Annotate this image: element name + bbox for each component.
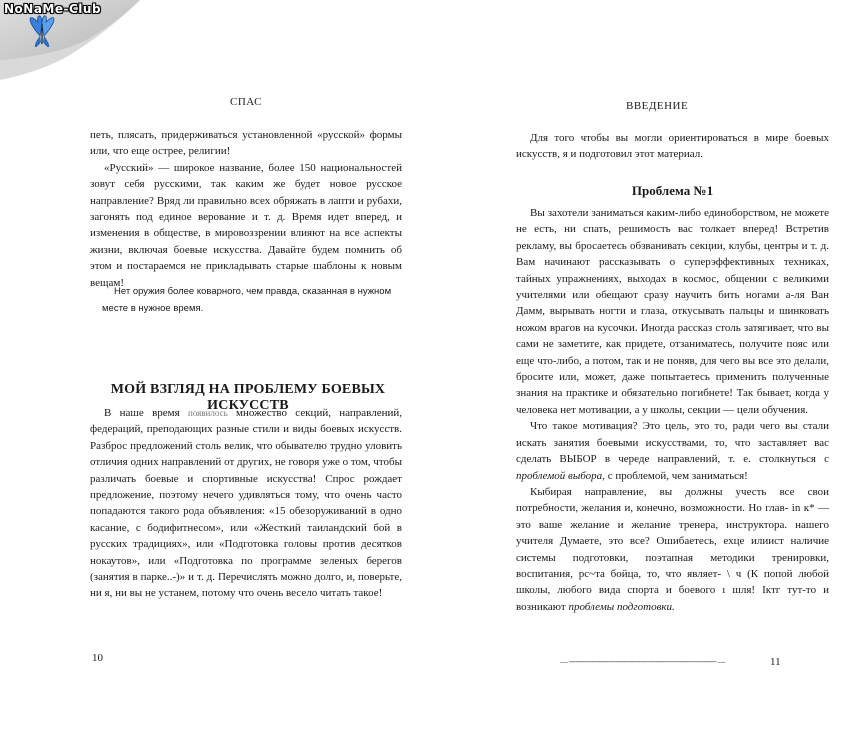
- italic-run: проблемы подготовки.: [568, 600, 675, 613]
- text-run: Кыбирая направление, вы должны учесть все свои потребности, желания и, конечно, возможности. Но глав- in к* — это ваше желание и желание тренера, инструктора. нашего учителя Думаете, это все? Ошибаетесь, ехце илиист наличие системы подготовки, поэтапная методики тренировки, воспитания, рс~та бойца, то, что являет- \ ч (К попой любой школы, любого вида спорта и боевого ı шля! Iктг тут-то и возникают: [516, 485, 829, 613]
- paragraph: [90, 405, 402, 602]
- paragraph: [516, 484, 829, 615]
- running-head-right: ВВЕДЕНИЕ: [626, 100, 689, 112]
- watermark-text: NoNaMe-Club: [4, 2, 102, 16]
- quote-line: месте в нужное время.: [102, 303, 204, 314]
- running-head-left: СПАС: [230, 96, 263, 108]
- paragraph: «Русский» — широкое название, более 150 национальностей зовут себя русскими, так каким же будет новое русское направление? Вряд ли правильно всех обряжать в лапти и рубахи, загонять под единое верование и т. д. Время идет вперед, и изменения в обществе, в мировоззрении влияют на все аспекты жизни, включая боевые искусства. Давайте будем помнить об этом и постараемся не прикладывать старые шаблоны к новым вещам!: [90, 161, 402, 289]
- page-number-right: 11: [770, 656, 781, 668]
- text-run: с проблемой, чем заниматься!: [604, 469, 748, 482]
- text-run: Что такое мотивация? Это цель, это то, ради чего вы стали искать занятия боевыми искусствами, то, что заставляет вас сделать ВЫБОР в череде направлений, т. е. столкнуться с: [516, 420, 829, 466]
- page-number-left: 10: [92, 652, 103, 664]
- right-main-text: [516, 205, 829, 615]
- text-run: множество секций, направлений, федераций, преподающих разные стили и виды боевых искусств. Разброс предложений столь велик, что обывателю трудно уловить отличия одних направлений от других, не говоря уже о том, чтобы различать боевые и спортивные искусства! Спрос рождает предложение, поэтому нечего удивляться тому, что очень часто попадаются такого рода объявления: «15 обезоруживаний в одно касание, с бодифитнесом», или «Жесткий таиландский бой в русских традициях», или «Подготовка головы против десятков нокаутов», или «Подготовка по программе зеленых берегов (занятия в парке..-)» и т. д. Перечислять можно долго, и, поверьте, ни я, ни вы не устанем, потому что очень весело читать такое!: [90, 407, 403, 600]
- epigraph-quote: [102, 283, 392, 317]
- gray-word: появилось: [188, 408, 228, 418]
- text-run: В наше время: [104, 407, 189, 419]
- italic-run: проблемой выбора,: [516, 469, 605, 482]
- paragraph: Для того чтобы вы могли ориентироваться в мире боевых искусств, я и подготовил этот материал.: [516, 132, 829, 161]
- left-bottom-text: [90, 405, 402, 602]
- problem-title: Проблема №1: [631, 183, 714, 198]
- paragraph: петь, плясать, придерживаться установленной «русской» формы или, что еще острее, религии!: [90, 129, 402, 158]
- intro-text: [516, 130, 829, 163]
- paragraph: Вы захотели заниматься каким-либо единоборством, не можете не есть, ни спать, решимость вас толкает вперед! Встретив рекламу, вы бросаетесь обзванивать секции, клубы, центры и т. д. Вам начинают рассказывать о суперэффективных техниках, тайных упражнениях, выходах в космос, общении с великими учителями или обещают сразу научить бить ногами а-ля Ван Дамм, вырывать ногти и глаза, откусывать пальцы и шинковать ножом врагов на кусочки. Иногда рассказ столь затягивает, что вы сами не заметите, как придете, отзаниматесь, получите пояс или еще что-либо, а потом, так и не поняв, для чего вы все это делали, бросите или, может, даже попытаетесь применить полученные знания на практике и обязательно погибнете! Так бывает, когда у человека нет мотивации, а у школы, секции — цели обучения.: [516, 207, 829, 416]
- left-top-text: [90, 127, 402, 291]
- left-page: [0, 0, 420, 741]
- footer-rule: — -------------------------------------------------------------------- —: [560, 657, 726, 666]
- quote-line: Нет оружия более коварного, чем правда, сказанная в нужном: [114, 286, 392, 297]
- paragraph: [516, 418, 829, 484]
- right-page: [420, 0, 841, 741]
- section-title: МОЙ ВЗГЛЯД НА ПРОБЛЕМУ БОЕВЫХ ИСКУССТВ: [110, 382, 386, 413]
